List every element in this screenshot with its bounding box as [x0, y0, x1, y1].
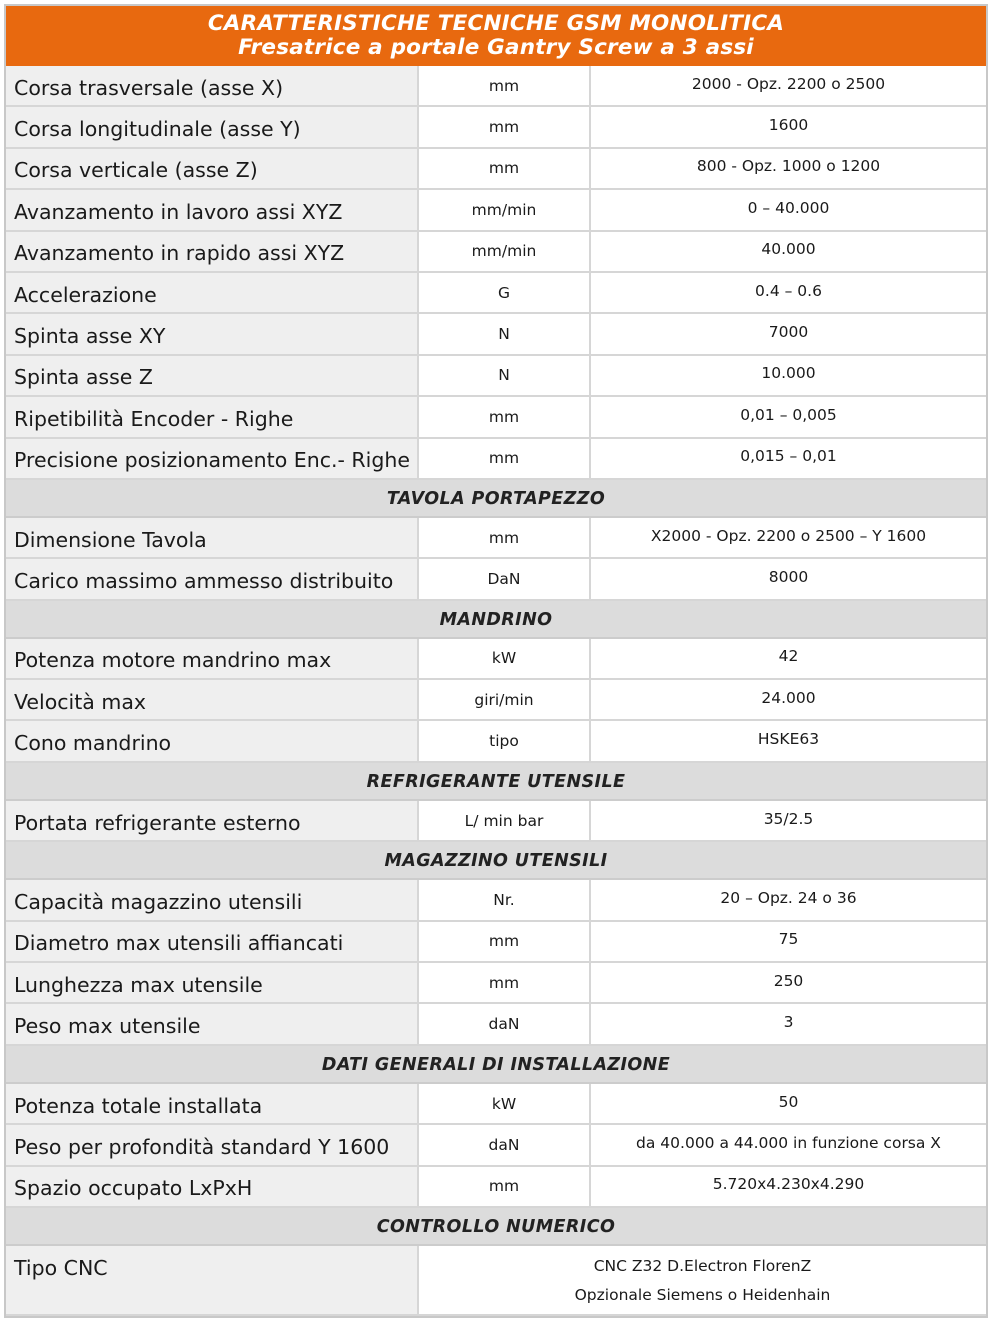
- row-value: 10.000: [591, 356, 986, 397]
- row-value: da 40.000 a 44.000 in funzione corsa X: [591, 1125, 986, 1166]
- row-label: Accelerazione: [6, 273, 419, 314]
- section-title: DATI GENERALI DI INSTALLAZIONE: [6, 1046, 986, 1084]
- row-unit: DaN: [419, 559, 591, 600]
- row-unit: mm: [419, 149, 591, 190]
- table-row: [6, 439, 986, 480]
- table-row: [6, 922, 986, 963]
- section-title: REFRIGERANTE UTENSILE: [6, 763, 986, 801]
- table-row: [6, 190, 986, 231]
- table-row: [6, 314, 986, 355]
- row-unit: giri/min: [419, 680, 591, 721]
- row-unit: mm: [419, 66, 591, 107]
- row-label: Dimensione Tavola: [6, 518, 419, 559]
- row-label: Lunghezza max utensile: [6, 963, 419, 1004]
- row-unit: G: [419, 273, 591, 314]
- header-title: CARATTERISTICHE TECNICHE GSM MONOLITICA: [207, 11, 785, 36]
- row-label: Portata refrigerante esterno: [6, 801, 419, 842]
- section-title: MANDRINO: [6, 601, 986, 639]
- section-header-controllo: [6, 1208, 986, 1246]
- section-header-mandrino: [6, 601, 986, 639]
- row-unit: tipo: [419, 721, 591, 762]
- row-label: Spazio occupato LxPxH: [6, 1167, 419, 1208]
- row-value: 20 – Opz. 24 o 36: [591, 880, 986, 921]
- row-value: 40.000: [591, 232, 986, 273]
- row-label: Spinta asse XY: [6, 314, 419, 355]
- row-unit: mm: [419, 439, 591, 480]
- row-label: Carico massimo ammesso distribuito: [6, 559, 419, 600]
- table-row: [6, 1246, 986, 1316]
- table-row: [6, 107, 986, 148]
- cnc-value-line1: CNC Z32 D.Electron FlorenZ: [593, 1256, 812, 1275]
- row-value: HSKE63: [591, 721, 986, 762]
- row-unit: kW: [419, 639, 591, 680]
- row-unit: mm: [419, 963, 591, 1004]
- row-value: 250: [591, 963, 986, 1004]
- table-row: [6, 639, 986, 680]
- section-title: CONTROLLO NUMERICO: [6, 1208, 986, 1246]
- row-unit: mm/min: [419, 232, 591, 273]
- table-row: [6, 559, 986, 600]
- table-row: [6, 66, 986, 107]
- row-value: 75: [591, 922, 986, 963]
- row-value: 5.720x4.230x4.290: [591, 1167, 986, 1208]
- row-unit: L/ min bar: [419, 801, 591, 842]
- row-value: 2000 - Opz. 2200 o 2500: [591, 66, 986, 107]
- table-row: [6, 801, 986, 842]
- row-value: 0,015 – 0,01: [591, 439, 986, 480]
- table-row: [6, 397, 986, 438]
- row-unit: mm: [419, 922, 591, 963]
- row-label: Peso max utensile: [6, 1004, 419, 1045]
- row-unit: N: [419, 356, 591, 397]
- section-header-tavola: [6, 480, 986, 518]
- row-label: Velocità max: [6, 680, 419, 721]
- section-header-magazzino: [6, 842, 986, 880]
- row-label: Corsa longitudinale (asse Y): [6, 107, 419, 148]
- section-header-installazione: [6, 1046, 986, 1084]
- spec-table: [6, 66, 986, 1316]
- row-unit: mm: [419, 397, 591, 438]
- row-unit: mm: [419, 518, 591, 559]
- row-unit: daN: [419, 1004, 591, 1045]
- row-label: Cono mandrino: [6, 721, 419, 762]
- row-label: Capacità magazzino utensili: [6, 880, 419, 921]
- header-subtitle: Fresatrice a portale Gantry Screw a 3 assi: [238, 35, 754, 60]
- table-row: [6, 963, 986, 1004]
- table-row: [6, 880, 986, 921]
- table-row: [6, 680, 986, 721]
- row-value: 7000: [591, 314, 986, 355]
- row-label: Precisione posizionamento Enc.- Righe: [6, 439, 419, 480]
- row-label: Avanzamento in lavoro assi XYZ: [6, 190, 419, 231]
- table-row: [6, 356, 986, 397]
- row-label: Avanzamento in rapido assi XYZ: [6, 232, 419, 273]
- row-unit: mm: [419, 107, 591, 148]
- row-label: Corsa trasversale (asse X): [6, 66, 419, 107]
- row-unit: daN: [419, 1125, 591, 1166]
- row-label: Corsa verticale (asse Z): [6, 149, 419, 190]
- row-value: 800 - Opz. 1000 o 1200: [591, 149, 986, 190]
- row-label: Peso per profondità standard Y 1600: [6, 1125, 419, 1166]
- row-label: Potenza totale installata: [6, 1084, 419, 1125]
- row-value: 8000: [591, 559, 986, 600]
- table-header: [6, 6, 986, 66]
- row-unit: mm/min: [419, 190, 591, 231]
- table-row: [6, 149, 986, 190]
- table-row: [6, 273, 986, 314]
- table-row: [6, 518, 986, 559]
- section-header-refrigerante: [6, 763, 986, 801]
- row-value: 0.4 – 0.6: [591, 273, 986, 314]
- row-unit: N: [419, 314, 591, 355]
- section-title: MAGAZZINO UTENSILI: [6, 842, 986, 880]
- table-row: [6, 1125, 986, 1166]
- row-label: Ripetibilità Encoder - Righe: [6, 397, 419, 438]
- row-value: 42: [591, 639, 986, 680]
- row-label: Diametro max utensili affiancati: [6, 922, 419, 963]
- table-row: [6, 1004, 986, 1045]
- row-value: 3: [591, 1004, 986, 1045]
- row-unit: kW: [419, 1084, 591, 1125]
- table-row: [6, 721, 986, 762]
- row-value: 35/2.5: [591, 801, 986, 842]
- row-label: Spinta asse Z: [6, 356, 419, 397]
- table-row: [6, 1167, 986, 1208]
- row-value: 0,01 – 0,005: [591, 397, 986, 438]
- spec-sheet: [4, 4, 988, 1318]
- row-value: 0 – 40.000: [591, 190, 986, 231]
- table-row: [6, 232, 986, 273]
- row-value: [419, 1246, 986, 1316]
- row-unit: Nr.: [419, 880, 591, 921]
- table-row: [6, 1084, 986, 1125]
- row-unit: mm: [419, 1167, 591, 1208]
- cnc-value-line2: Opzionale Siemens o Heidenhain: [574, 1285, 831, 1304]
- row-value: X2000 - Opz. 2200 o 2500 – Y 1600: [591, 518, 986, 559]
- row-label: Potenza motore mandrino max: [6, 639, 419, 680]
- row-value: 24.000: [591, 680, 986, 721]
- row-value: 50: [591, 1084, 986, 1125]
- section-title: TAVOLA PORTAPEZZO: [6, 480, 986, 518]
- row-value: 1600: [591, 107, 986, 148]
- row-label: Tipo CNC: [6, 1246, 419, 1316]
